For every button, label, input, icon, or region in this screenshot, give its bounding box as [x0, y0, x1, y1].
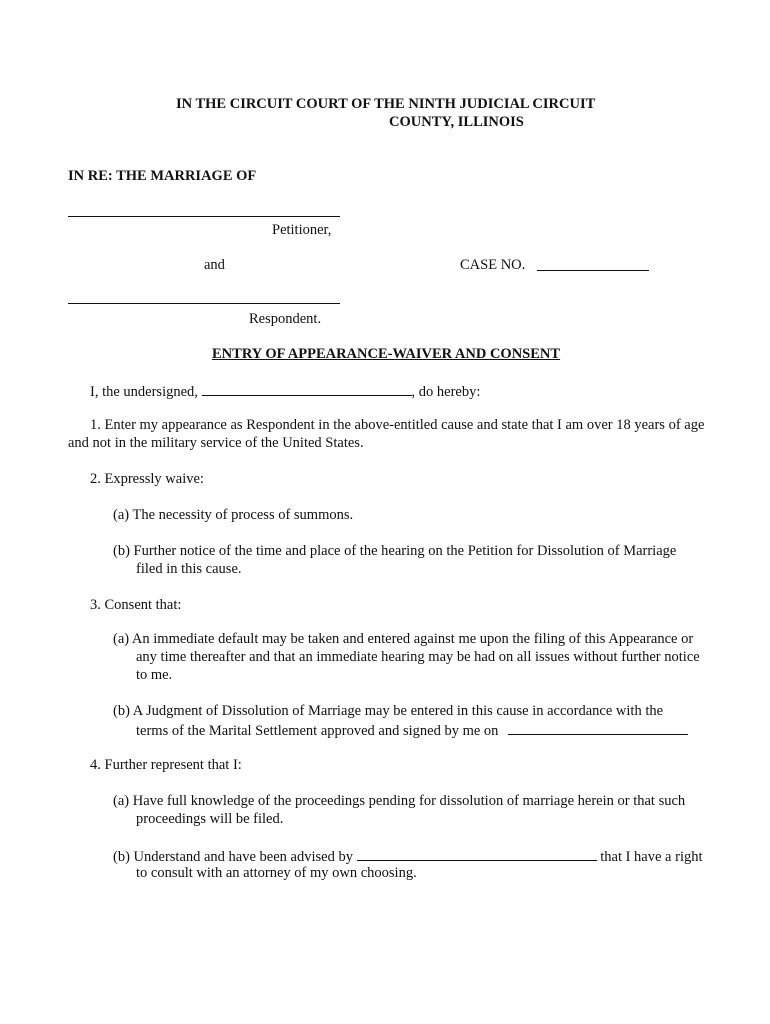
item-2a-text: (a) The necessity of process of summons. — [113, 507, 354, 523]
court-header-line2: COUNTY, ILLINOIS — [389, 114, 524, 130]
respondent-name-line[interactable] — [68, 303, 340, 304]
item-3b-line2 — [136, 720, 688, 740]
item-3a-line2: any time thereafter and that an immediate hearing may be had on all issues without further notice — [136, 649, 700, 665]
item-1-text: 1. Enter my appearance as Respondent in the above-entitled cause and state that I am over 18 years of age and not in the military service of the United States. — [68, 417, 705, 451]
case-no-line[interactable] — [537, 270, 649, 271]
item-4b-suffix: that I have a right — [600, 849, 703, 865]
item-2b-line2: filed in this cause. — [136, 561, 242, 577]
item-4b-prefix: (b) Understand and have been advised by — [113, 849, 353, 865]
item-4a-line2: proceedings will be filed. — [136, 811, 284, 827]
item-3a-line3: to me. — [136, 667, 173, 683]
and-label: and — [204, 257, 225, 273]
document-title: ENTRY OF APPEARANCE-WAIVER AND CONSENT — [212, 346, 561, 362]
intro-suffix: , do hereby: — [411, 384, 481, 400]
item-4-text: 4. Further represent that I: — [90, 757, 242, 773]
item-2b-line1: (b) Further notice of the time and place of the hearing on the Petition for Dissolution of Marriage — [113, 543, 677, 559]
item-3b-line2-text: terms of the Marital Settlement approved and signed by me on — [136, 723, 499, 739]
court-header-line1: IN THE CIRCUIT COURT OF THE NINTH JUDICIAL CIRCUIT — [176, 96, 596, 112]
intro-line — [90, 381, 480, 401]
item-4a-line1: (a) Have full knowledge of the proceedings pending for dissolution of marriage herein or that such — [113, 793, 686, 809]
item-4b-line1 — [113, 846, 703, 866]
case-no-label: CASE NO. — [460, 257, 526, 273]
item-3a-line1: (a) An immediate default may be taken and entered against me upon the filing of this Appearance or — [113, 631, 694, 647]
respondent-label: Respondent. — [249, 311, 322, 327]
in-re-heading: IN RE: THE MARRIAGE OF — [68, 168, 257, 184]
advisor-name-blank[interactable] — [357, 846, 597, 861]
item-4b-line2: to consult with an attorney of my own choosing. — [136, 865, 417, 881]
settlement-date-blank[interactable] — [508, 720, 688, 735]
item-2-text: 2. Expressly waive: — [90, 471, 204, 487]
item-3-text: 3. Consent that: — [90, 597, 182, 613]
undersigned-name-blank[interactable] — [202, 381, 412, 396]
intro-prefix: I, the undersigned, — [90, 384, 198, 400]
petitioner-label: Petitioner, — [272, 222, 332, 238]
petitioner-name-line[interactable] — [68, 216, 340, 217]
item-3b-line1: (b) A Judgment of Dissolution of Marriage may be entered in this cause in accordance with the — [113, 703, 664, 719]
